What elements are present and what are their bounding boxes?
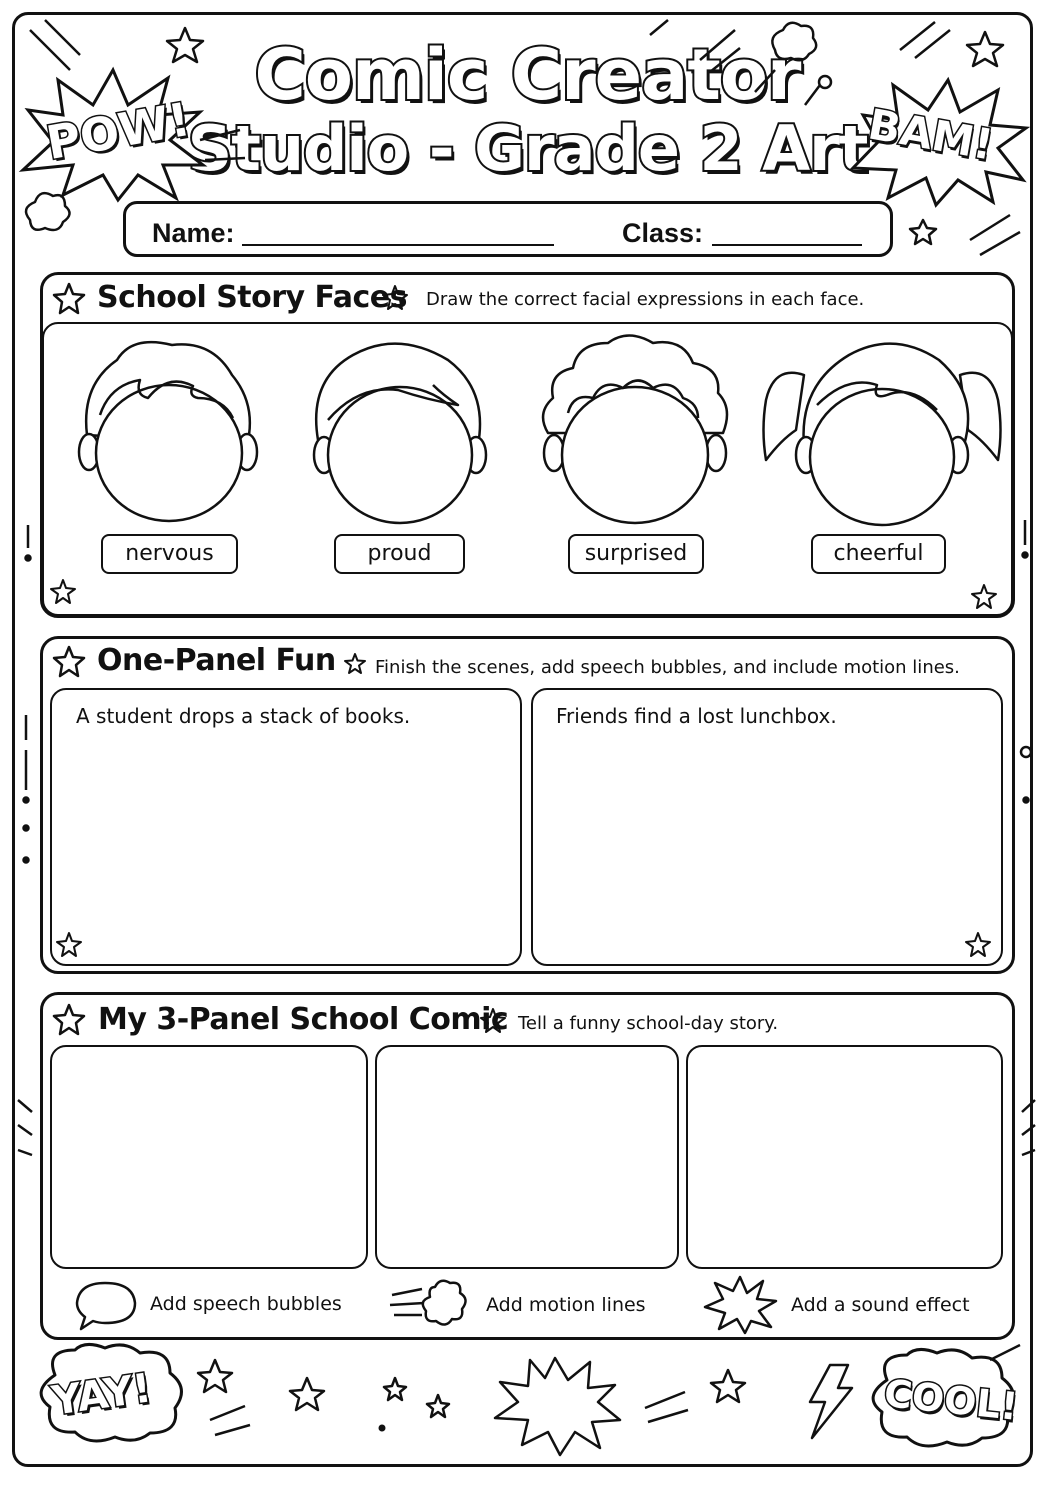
side-decorations	[0, 500, 1055, 1200]
bam-text: BAM!	[864, 99, 997, 170]
starburst-icon	[495, 1358, 620, 1455]
face-label-surprised: surprised	[568, 534, 704, 574]
scene-prompt-1: A student drops a stack of books.	[76, 704, 411, 728]
star-icon	[427, 1395, 449, 1417]
section-one-panel-instruction: Finish the scenes, add speech bubbles, and include motion lines.	[375, 657, 960, 678]
star-icon	[198, 1360, 232, 1392]
dot-icon	[379, 1425, 386, 1432]
burst-icon	[703, 1275, 778, 1335]
scene-prompt-2: Friends find a lost lunchbox.	[556, 704, 837, 728]
class-label: Class:	[622, 218, 704, 248]
section-three-panel-title: My 3-Panel School Comic	[98, 1002, 509, 1037]
section-one-panel-title: One-Panel Fun	[97, 643, 336, 678]
tip-speech-bubbles: Add speech bubbles	[150, 1293, 342, 1315]
face-label-nervous: nervous	[101, 534, 238, 574]
pow-text: POW!	[42, 91, 195, 171]
motion-cloud-icon	[390, 1275, 470, 1330]
star-icon	[384, 1378, 406, 1400]
section-faces-instruction: Draw the correct facial expressions in each face.	[426, 289, 865, 310]
cool-text: COOL!	[882, 1371, 1020, 1429]
face-label-cheerful: cheerful	[811, 534, 946, 574]
title-line-1: Comic Creator	[254, 34, 801, 116]
name-label: Name:	[152, 218, 235, 248]
title-line-2: Studio - Grade 2 Art	[187, 112, 868, 185]
lightning-icon	[810, 1365, 852, 1438]
speech-bubble-icon	[75, 1278, 140, 1328]
tip-motion-lines: Add motion lines	[486, 1294, 646, 1316]
star-icon	[711, 1370, 745, 1402]
footer-decorations	[0, 1340, 1055, 1470]
yay-text: YAY!	[49, 1365, 155, 1425]
star-icon	[290, 1378, 324, 1410]
tip-sound-effect: Add a sound effect	[791, 1294, 970, 1316]
section-faces-title: School Story Faces	[97, 280, 408, 315]
section-three-panel-instruction: Tell a funny school-day story.	[518, 1013, 779, 1034]
face-label-proud: proud	[334, 534, 465, 574]
